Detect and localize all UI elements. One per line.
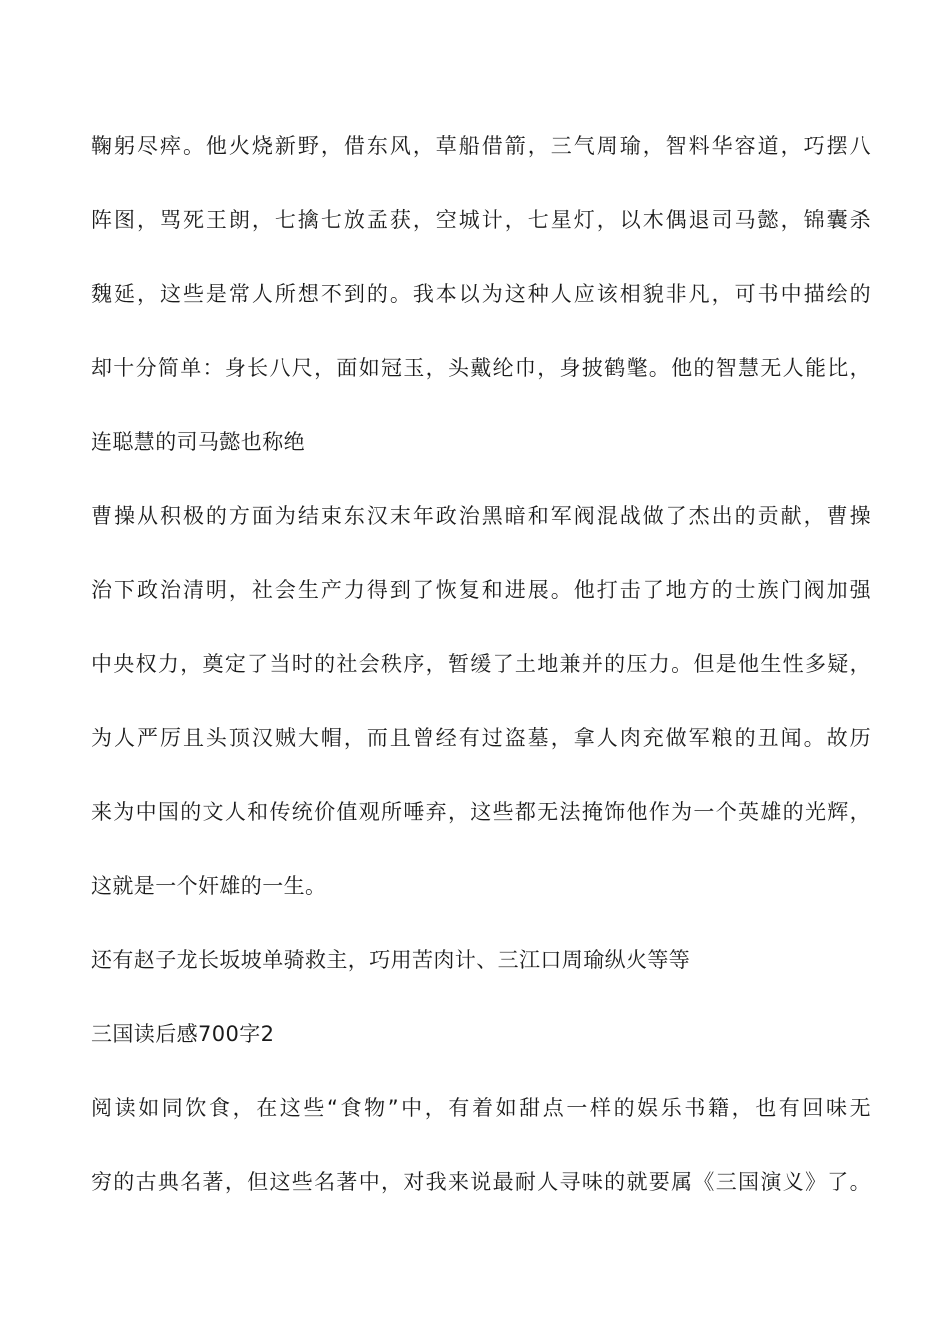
text-line: 魏延，这些是常人所想不到的。我本以为这种人应该相貌非凡，可书中描绘的 bbox=[91, 282, 871, 306]
text-line: 为人严厉且头顶汉贼大帽，而且曾经有过盗墓，拿人肉充做军粮的丑闻。故历 bbox=[91, 726, 871, 750]
section-heading: 三国读后感700字2 bbox=[91, 1022, 275, 1046]
text-line: 却十分简单：身长八尺，面如冠玉，头戴纶巾，身披鹤氅。他的智慧无人能比， bbox=[91, 356, 871, 380]
text-line: 阵图，骂死王朗，七擒七放孟获，空城计，七星灯，以木偶退司马懿，锦囊杀 bbox=[91, 208, 871, 232]
text-line: 治下政治清明，社会生产力得到了恢复和进展。他打击了地方的士族门阀加强 bbox=[91, 578, 871, 602]
text-line: 鞠躬尽瘁。他火烧新野，借东风，草船借箭，三气周瑜，智料华容道，巧摆八 bbox=[91, 134, 871, 158]
text-line: 还有赵子龙长坂坡单骑救主，巧用苦肉计、三江口周瑜纵火等等 bbox=[91, 948, 691, 972]
text-line: 来为中国的文人和传统价值观所唾弃，这些都无法掩饰他作为一个英雄的光辉， bbox=[91, 800, 871, 824]
text-line: 连聪慧的司马懿也称绝 bbox=[91, 430, 305, 454]
document-body bbox=[91, 128, 871, 1238]
text-line: 中央权力，奠定了当时的社会秩序，暂缓了土地兼并的压力。但是他生性多疑， bbox=[91, 652, 871, 676]
text-line: 曹操从积极的方面为结束东汉末年政治黑暗和军阀混战做了杰出的贡献，曹操 bbox=[91, 504, 871, 528]
text-line: 这就是一个奸雄的一生。 bbox=[91, 874, 327, 898]
text-line: 阅读如同饮食，在这些“食物”中，有着如甜点一样的娱乐书籍，也有回味无 bbox=[91, 1096, 871, 1120]
text-line: 穷的古典名著，但这些名著中，对我来说最耐人寻味的就要属《三国演义》了。 bbox=[91, 1170, 871, 1194]
